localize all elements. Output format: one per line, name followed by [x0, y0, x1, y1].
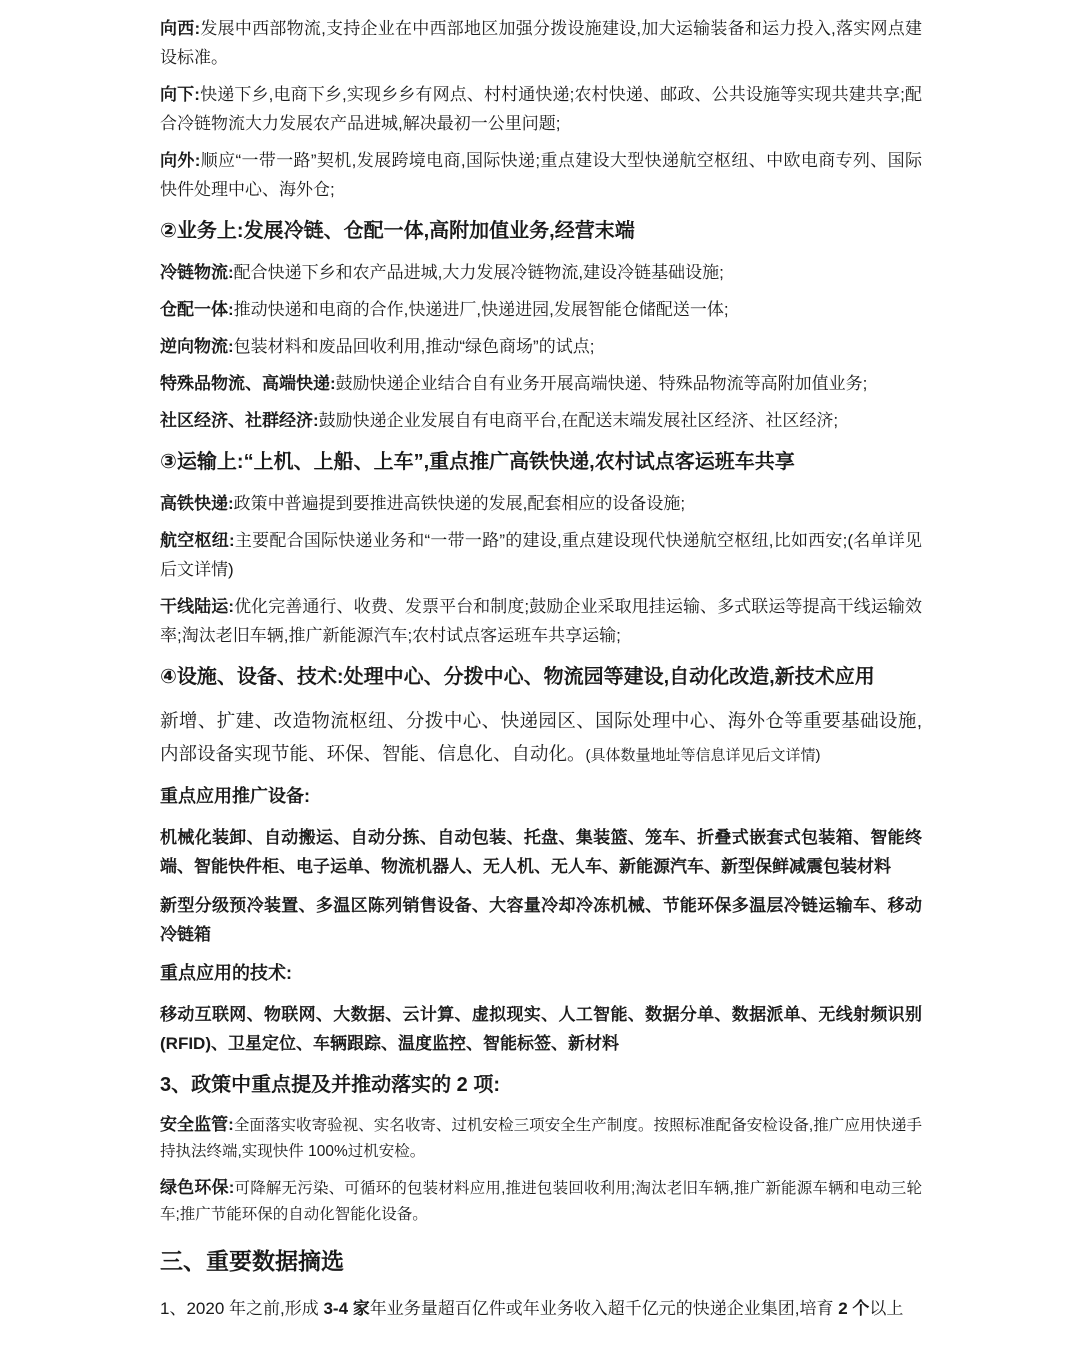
paragraph-reverse-lead: 逆向物流:: [160, 337, 234, 356]
paragraph-warehouse-text: 推动快递和电商的合作,快递进厂,快递进园,发展智能仓储配送一体;: [233, 300, 729, 319]
paragraph-air: [160, 526, 922, 584]
paragraph-infrastructure-note: (具体数量地址等信息详见后文详情): [585, 747, 821, 764]
paragraph-out: [160, 146, 922, 204]
paragraph-trunk-lead: 干线陆运:: [160, 597, 234, 616]
paragraph-west-lead: 向西:: [160, 19, 201, 38]
paragraph-equipment-list-2: 新型分级预冷装置、多温区陈列销售设备、大容量冷却冷冻机械、节能环保多温层冷链运输车、移动冷链箱: [160, 896, 922, 944]
heading-business: ②业务上:发展冷链、仓配一体,高附加值业务,经营末端: [160, 220, 635, 242]
paragraph-data-1-run4: 2 个: [838, 1299, 870, 1318]
paragraph-out-lead: 向外:: [160, 151, 201, 170]
paragraph-cold-chain-lead: 冷链物流:: [160, 263, 234, 282]
paragraph-community: [160, 406, 922, 435]
paragraph-green-text: 可降解无污染、可循环的包装材料应用,推进包装回收利用;淘汰老旧车辆,推广新能源车辆和电动三轮车;推广节能环保的自动化智能化设备。: [160, 1180, 922, 1223]
paragraph-trunk-text: 优化完善通行、收费、发票平台和制度;鼓励企业采取甩挂运输、多式联运等提高干线运输效率;淘汰老旧车辆,推广新能源汽车;农村试点客运班车共享运输;: [160, 597, 922, 645]
paragraph-green-lead: 绿色环保:: [160, 1178, 235, 1197]
paragraph-down-text: 快递下乡,电商下乡,实现乡乡有网点、村村通快递;农村快递、邮政、公共设施等实现共建共享;配合冷链物流大力发展农产品进城,解决最初一公里问题;: [160, 85, 922, 133]
paragraph-special-text: 鼓励快递企业结合自有业务开展高端快递、特殊品物流等高附加值业务;: [335, 374, 868, 393]
paragraph-warehouse-lead: 仓配一体:: [160, 300, 234, 319]
heading-section-3: 三、重要数据摘选: [160, 1248, 344, 1274]
paragraph-cold-chain-text: 配合快递下乡和农产品进城,大力发展冷链物流,建设冷链基础设施;: [233, 263, 724, 282]
paragraph-infrastructure-text: 新增、扩建、改造物流枢纽、分拨中心、快递园区、国际处理中心、海外仓等重要基础设施,内部设备实现节能、环保、智能、信息化、自动化。: [160, 710, 922, 764]
paragraph-green: [160, 1175, 922, 1228]
paragraph-data-1-run3: 年业务量超百亿件或年业务收入超千亿元的快递企业集团,培育: [369, 1299, 839, 1318]
paragraph-reverse: [160, 332, 922, 361]
paragraph-safety: [160, 1112, 922, 1165]
paragraph-rail-lead: 高铁快递:: [160, 494, 234, 513]
paragraph-cold-chain: [160, 258, 922, 287]
paragraph-community-text: 鼓励快递企业发展自有电商平台,在配送末端发展社区经济、社区经济;: [318, 411, 839, 430]
paragraph-reverse-text: 包装材料和废品回收利用,推动“绿色商场”的试点;: [233, 337, 595, 356]
heading-item-3: 3、政策中重点提及并推动落实的 2 项:: [160, 1074, 501, 1096]
paragraph-special: [160, 369, 922, 398]
paragraph-warehouse: [160, 295, 922, 324]
paragraph-west: [160, 14, 922, 72]
paragraph-data-1-run2: 3-4 家: [323, 1299, 370, 1318]
paragraph-down-lead: 向下:: [160, 85, 200, 104]
paragraph-safety-text: 全面落实收寄验视、实名收寄、过机安检三项安全生产制度。按照标准配备安检设备,推广应用快递手持执法终端,实现快件 100%过机安检。: [160, 1117, 922, 1160]
paragraph-community-lead: 社区经济、社群经济:: [160, 411, 319, 430]
paragraph-infrastructure: [160, 704, 922, 772]
paragraph-rail: [160, 489, 922, 518]
paragraph-data-1: [160, 1294, 922, 1323]
paragraph-special-lead: 特殊品物流、高端快递:: [160, 374, 336, 393]
paragraph-technology-list: 移动互联网、物联网、大数据、云计算、虚拟现实、人工智能、数据分单、数据派单、无线射频识别(RFID)、卫星定位、车辆跟踪、温度监控、智能标签、新材料: [160, 1005, 922, 1053]
paragraph-down: [160, 80, 922, 138]
paragraph-west-text: 发展中西部物流,支持企业在中西部地区加强分拨设施建设,加大运输装备和运力投入,落实网点建设标准。: [160, 19, 922, 67]
paragraph-data-1-run5: 以上: [869, 1299, 904, 1318]
heading-transport: ③运输上:“上机、上船、上车”,重点推广高铁快递,农村试点客运班车共享: [160, 451, 795, 473]
paragraph-safety-lead: 安全监管:: [160, 1115, 234, 1134]
paragraph-trunk: [160, 592, 922, 650]
paragraph-equipment-list-1: 机械化装卸、自动搬运、自动分拣、自动包装、托盘、集装篮、笼车、折叠式嵌套式包装箱、智能终端、智能快件柜、电子运单、物流机器人、无人机、无人车、新能源汽车、新型保鲜减震包装材料: [160, 828, 922, 876]
heading-equipment: 重点应用推广设备:: [160, 786, 310, 806]
paragraph-air-text: 主要配合国际快递业务和“一带一路”的建设,重点建设现代快递航空枢纽,比如西安;(名单详见后文详情): [160, 531, 922, 579]
paragraph-rail-text: 政策中普遍提到要推进高铁快递的发展,配套相应的设备设施;: [233, 494, 686, 513]
heading-facility: ④设施、设备、技术:处理中心、分拨中心、物流园等建设,自动化改造,新技术应用: [160, 666, 875, 688]
paragraph-data-1-run1: 1、2020 年之前,形成: [160, 1299, 324, 1318]
heading-technology: 重点应用的技术:: [160, 963, 292, 983]
paragraph-out-text: 顺应“一带一路”契机,发展跨境电商,国际快递;重点建设大型快递航空枢纽、中欧电商专列、国际快件处理中心、海外仓;: [160, 151, 922, 199]
paragraph-air-lead: 航空枢纽:: [160, 531, 235, 550]
